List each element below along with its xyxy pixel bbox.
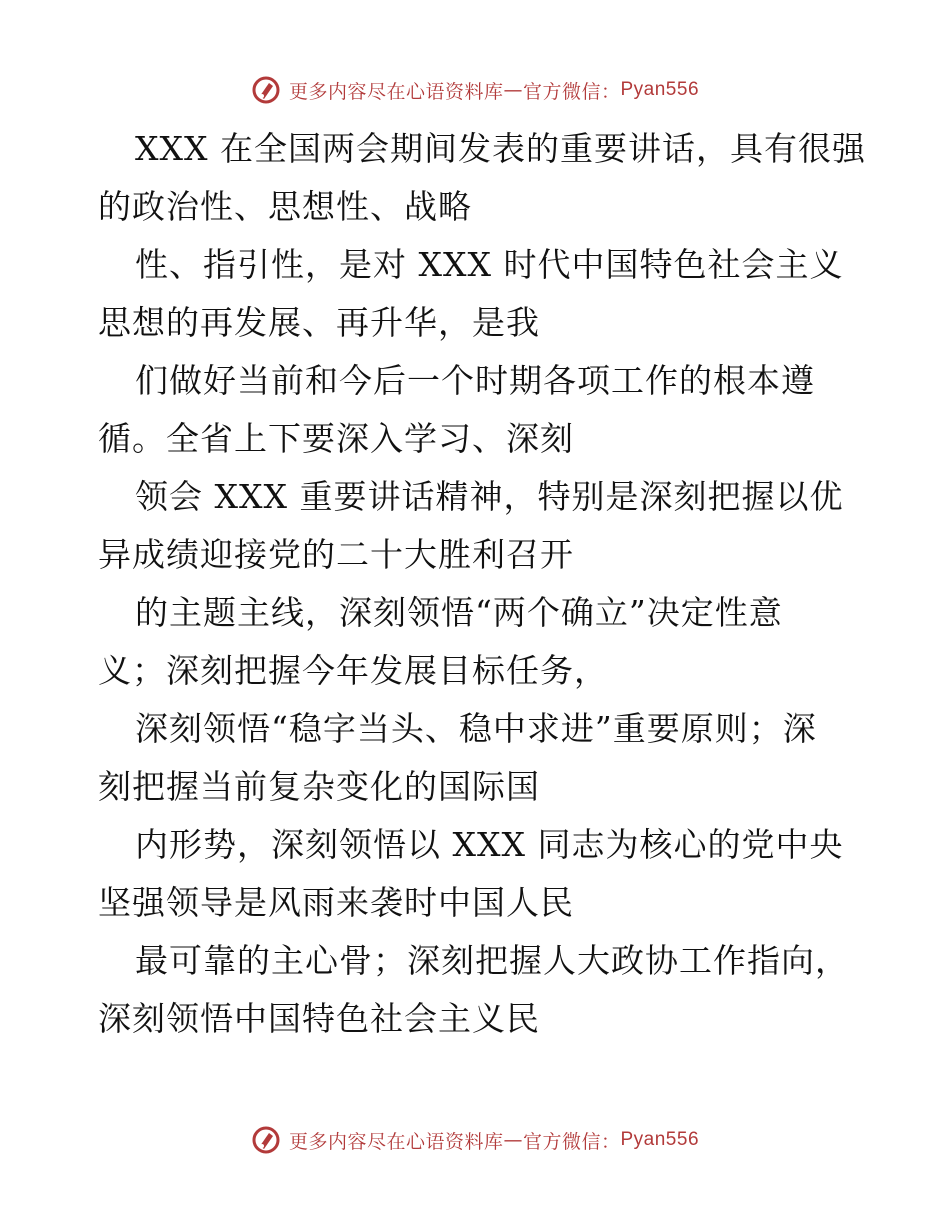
body-line: 异成绩迎接党的二十大胜利召开	[98, 535, 574, 574]
body-line: 深刻领悟中国特色社会主义民	[98, 999, 540, 1038]
body-line: XXX 在全国两会期间发表的重要讲话，具有很强	[135, 129, 866, 168]
body-line: 们做好当前和今后一个时期各项工作的根本遵	[135, 361, 815, 400]
body-line: 最可靠的主心骨；深刻把握人大政协工作指向，	[135, 941, 849, 980]
pen-nib-circle-icon	[251, 1125, 281, 1155]
watermark-wechat-id: Pyan556	[620, 79, 700, 100]
header-watermark	[0, 70, 950, 110]
watermark-label: 官方微信：	[522, 80, 621, 103]
body-line: 义；深刻把握今年发展目标任务，	[98, 651, 608, 690]
pen-nib-circle-icon	[251, 75, 281, 105]
watermark-wechat-id: Pyan556	[620, 1129, 700, 1150]
body-line: 性、指引性，是对 XXX 时代中国特色社会主义	[135, 245, 844, 284]
body-line: 坚强领导是风雨来袭时中国人民	[98, 883, 574, 922]
body-line: 思想的再发展、再升华，是我	[98, 303, 540, 342]
body-line: 的政治性、思想性、战略	[98, 187, 472, 226]
body-line: 的主题主线，深刻领悟“两个确立”决定性意	[135, 593, 783, 632]
watermark-text: 更多内容尽在心语资料库	[288, 1130, 504, 1153]
watermark-text: 更多内容尽在心语资料库	[288, 80, 504, 103]
body-line: 领会 XXX 重要讲话精神，特别是深刻把握以优	[135, 477, 844, 516]
watermark-label: 官方微信：	[522, 1130, 621, 1153]
body-line: 内形势，深刻领悟以 XXX 同志为核心的党中央	[135, 825, 844, 864]
body-line: 循。全省上下要深入学习、深刻	[98, 419, 574, 458]
body-line: 刻把握当前复杂变化的国际国	[98, 767, 540, 806]
body-line: 深刻领悟“稳字当头、稳中求进”重要原则；深	[135, 709, 817, 748]
document-body	[98, 120, 866, 1048]
footer-watermark	[0, 1120, 950, 1160]
watermark-separator: —	[503, 79, 523, 101]
watermark-separator: —	[503, 1129, 523, 1151]
